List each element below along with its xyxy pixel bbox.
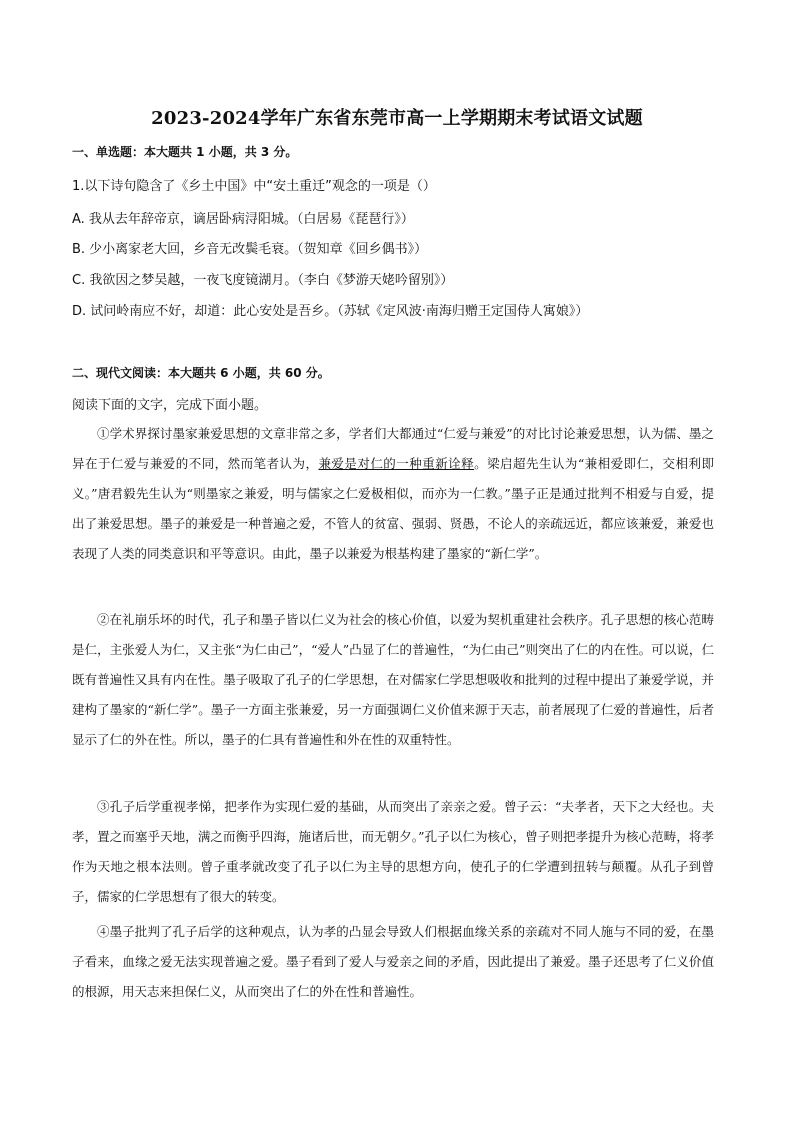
paragraph-1-text-start: ①学术界探讨墨家兼爱思想的文章非常之多，学者们大都通过“仁爱与兼爱”的对比讨论兼爱思想，认为儒、墨之异在于仁爱与兼爱的不同，然而笔者认为， — [72, 426, 714, 471]
reading-paragraph-3: ③孔子后学重视孝悌，把孝作为实现仁爱的基础，从而突出了亲亲之爱。曾子云：“夫孝者，天下之大经也。夫孝，置之而塞乎天地，满之而衡乎四海，施诸后世，而无朝夕。”孔子以仁为核心，曾子则把孝提升为核心范畴，将孝作为天地之根本法则。曾子重孝就改变了孔子以仁为主导的思想方向，使孔子的仁学遭到扭转与颠覆。从孔子到曾子，儒家的仁学思想有了很大的转变。 — [72, 799, 714, 904]
reading-paragraph-1 — [72, 419, 714, 569]
option-b: B. 少小离家老大回，乡音无改鬓毛衰。（贺知章《回乡偶书》） — [72, 242, 428, 257]
paragraph-1-text-end: 。梁启超先生认为“兼相爱即仁，交相利即义。”唐君毅先生认为“则墨家之兼爱，明与儒家之仁爱极相似，而亦为一仁教。”墨子正是通过批判不相爱与自爱，提出了兼爱思想。墨子的兼爱是一种普遍之爱，不管人的贫富、强弱、贤愚，不论人的亲疏远近，都应该兼爱，兼爱也表现了人类的同类意识和平等意识。由此，墨子以兼爱为根基构建了墨家的“新仁学”。 — [72, 456, 714, 561]
section-heading-single-choice: 一、单选题：本大题共 1 小题，共 3 分。 — [72, 145, 298, 159]
question-stem: 1.以下诗句隐含了《乡土中国》中“安土重迁”观念的一项是（） — [72, 179, 436, 194]
option-c: C. 我欲因之梦吴越，一夜飞度镜湖月。（李白《梦游天姥吟留别》） — [72, 273, 454, 288]
reading-paragraph-2: ②在礼崩乐坏的时代，孔子和墨子皆以仁义为社会的核心价值，以爱为契机重建社会秩序。孔子思想的核心范畴是仁，主张爱人为仁，又主张“为仁由己”，“爱人”凸显了仁的普遍性，“为仁由己”则突出了仁的内在性。可以说，仁既有普遍性又具有内在性。墨子吸取了孔子的仁学思想，在对儒家仁学思想吸收和批判的过程中提出了兼爱学说，并建构了墨家的“新仁学”。墨子一方面主张兼爱，另一方面强调仁义价值来源于天志，前者展现了仁爱的普遍性，后者显示了仁的外在性。所以，墨子的仁具有普遍性和外在性的双重特性。 — [72, 612, 714, 747]
reading-paragraph-4: ④墨子批判了孔子后学的这种观点，认为孝的凸显会导致人们根据血缘关系的亲疏对不同人施与不同的爱，在墨子看来，血缘之爱无法实现普遍之爱。墨子看到了爱人与爱亲之间的矛盾，因此提出了兼爱。墨子还思考了仁义价值的根源，用天志来担保仁义，从而突出了仁的外在性和普遍性。 — [72, 924, 714, 999]
reading-instruction: 阅读下面的文字，完成下面小题。 — [72, 398, 268, 413]
underlined-phrase: 兼爱是对仁的一种重新诠释 — [318, 456, 475, 471]
document-title: 2023-2024学年广东省东莞市高一上学期期末考试语文试题 — [151, 108, 643, 129]
option-d: D. 试问岭南应不好，却道：此心安处是吾乡。（苏轼《定风波·南海归赠王定国侍人寓娘》） — [72, 304, 589, 319]
option-a: A. 我从去年辞帝京，谪居卧病浔阳城。（白居易《琵琶行》） — [72, 212, 414, 227]
section-heading-reading: 二、现代文阅读：本大题共 6 小题，共 60 分。 — [72, 366, 330, 380]
